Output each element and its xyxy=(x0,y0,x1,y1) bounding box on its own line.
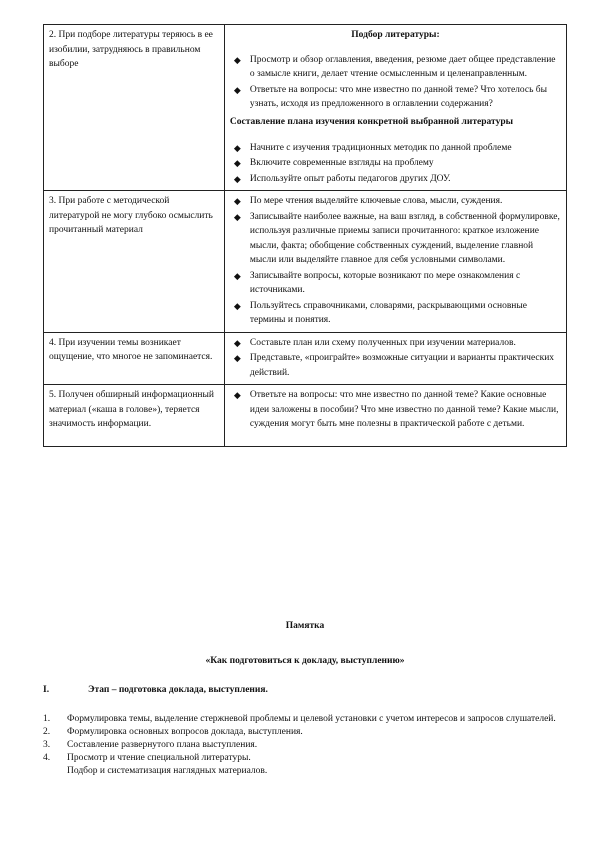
list-item: ◆ Ответьте на вопросы: что мне известно по данной теме? Какие основные идеи заложены в пособии? Что мне известно по данной теме? Какие мысли, суждения могут быть мне полезны в практической работе с детьми. xyxy=(233,390,559,429)
memo-subtitle: «Как подготовиться к докладу, выступлению» xyxy=(205,656,405,666)
list-item: ◆ Составьте план или схему полученных при изучении материалов. xyxy=(230,336,561,351)
diamond-bullet-icon: ◆ xyxy=(233,390,241,400)
list-item: ◆ Пользуйтесь справочниками, словарями, раскрывающими основные термины и понятия. xyxy=(233,300,527,325)
problem-cell xyxy=(44,25,225,191)
memo-title: Памятка xyxy=(285,621,325,631)
diamond-bullet-icon: ◆ xyxy=(233,300,241,311)
diamond-bullet-icon: ◆ xyxy=(233,158,241,168)
advice-table xyxy=(43,24,567,447)
steps-list xyxy=(43,713,567,765)
table-row xyxy=(44,385,567,447)
diamond-bullet-icon: ◆ xyxy=(233,54,241,65)
section-subtitle: Составление плана изучения конкретной выбранной литературы xyxy=(229,116,514,127)
list-item: ◆ Используйте опыт работы педагогов других ДОУ. xyxy=(230,172,561,187)
problem-cell xyxy=(44,385,225,447)
advice-list xyxy=(230,141,561,187)
advice-list xyxy=(230,53,561,112)
diamond-bullet-icon: ◆ xyxy=(233,337,241,348)
problem-text: 3. При работе с методической литературой не могу глубоко осмыслить прочитанный материал xyxy=(49,196,213,235)
list-item: ◆ Записывайте вопросы, которые возникают по мере ознакомления с источниками. xyxy=(233,270,521,295)
stage-number: I. xyxy=(43,685,50,695)
diamond-bullet-icon: ◆ xyxy=(233,353,241,363)
list-item: 4. Просмотр и чтение специальной литературы. xyxy=(43,753,251,763)
list-item: ◆ По мере чтения выделяйте ключевые слова, мысли, суждения. xyxy=(230,194,561,209)
list-item: ◆ Включите современные взгляды на проблему xyxy=(230,156,561,171)
problem-text: 5. Получен обширный информационный материал («каша в голове»), теряется значимость информации. xyxy=(49,390,214,429)
stage-heading xyxy=(43,684,567,697)
problem-text: 4. При изучении темы возникает ощущение, что многое не запоминается. xyxy=(49,337,213,362)
advice-cell xyxy=(224,191,566,333)
table-row xyxy=(44,332,567,385)
list-item: ◆ Представьте, «проиграйте» возможные ситуации и варианты практических действий. xyxy=(233,353,555,378)
diamond-bullet-icon: ◆ xyxy=(233,196,241,206)
advice-list xyxy=(230,336,561,381)
table-row xyxy=(44,191,567,333)
section-title: Подбор литературы: xyxy=(351,30,440,40)
list-item: 3. Составление развернутого плана выступления. xyxy=(43,740,258,750)
list-item: 1. Формулировка темы, выделение стержневой проблемы и целевой установки с учетом интересов и запросов слушателей. xyxy=(43,714,556,724)
diamond-bullet-icon: ◆ xyxy=(233,142,241,153)
table-row xyxy=(44,25,567,191)
diamond-bullet-icon: ◆ xyxy=(233,211,241,222)
list-item: ◆ Просмотр и обзор оглавления, введения, резюме дает общее представление о замысле книги, делает чтение осмысленным и целенаправленным. xyxy=(233,54,556,79)
extra-step-text: Подбор и систематизация наглядных материалов. xyxy=(67,766,268,776)
diamond-bullet-icon: ◆ xyxy=(233,84,241,95)
list-item: ◆ Записывайте наиболее важные, на ваш взгляд, в собственной формулировке, используя различные приемы записи прочитанного: краткое изложение мысли, факта; обобщение собственных суждений, выделение главной мысли или выделяйте главное для себя условными символами. xyxy=(233,211,560,265)
list-item: 2. Формулировка основных вопросов доклада, выступления. xyxy=(43,727,303,737)
stage-text: Этап – подготовка доклада, выступления. xyxy=(88,685,268,695)
advice-cell xyxy=(224,25,566,191)
advice-list xyxy=(230,388,561,432)
diamond-bullet-icon: ◆ xyxy=(233,270,241,281)
list-item: ◆ Ответьте на вопросы: что мне известно по данной теме? Что хотелось бы узнать, исходя из предложенного в оглавлении содержания? xyxy=(233,84,548,109)
problem-cell xyxy=(44,332,225,385)
advice-cell xyxy=(224,385,566,447)
problem-cell xyxy=(44,191,225,333)
problem-text: 2. При подборе литературы теряюсь в ее изобилии, затрудняюсь в правильном выборе xyxy=(49,30,213,69)
memo-section xyxy=(43,620,567,778)
advice-cell xyxy=(224,332,566,385)
advice-list xyxy=(230,194,561,328)
list-item: ◆ Начните с изучения традиционных методик по данной проблеме xyxy=(230,141,561,156)
diamond-bullet-icon: ◆ xyxy=(233,173,241,184)
